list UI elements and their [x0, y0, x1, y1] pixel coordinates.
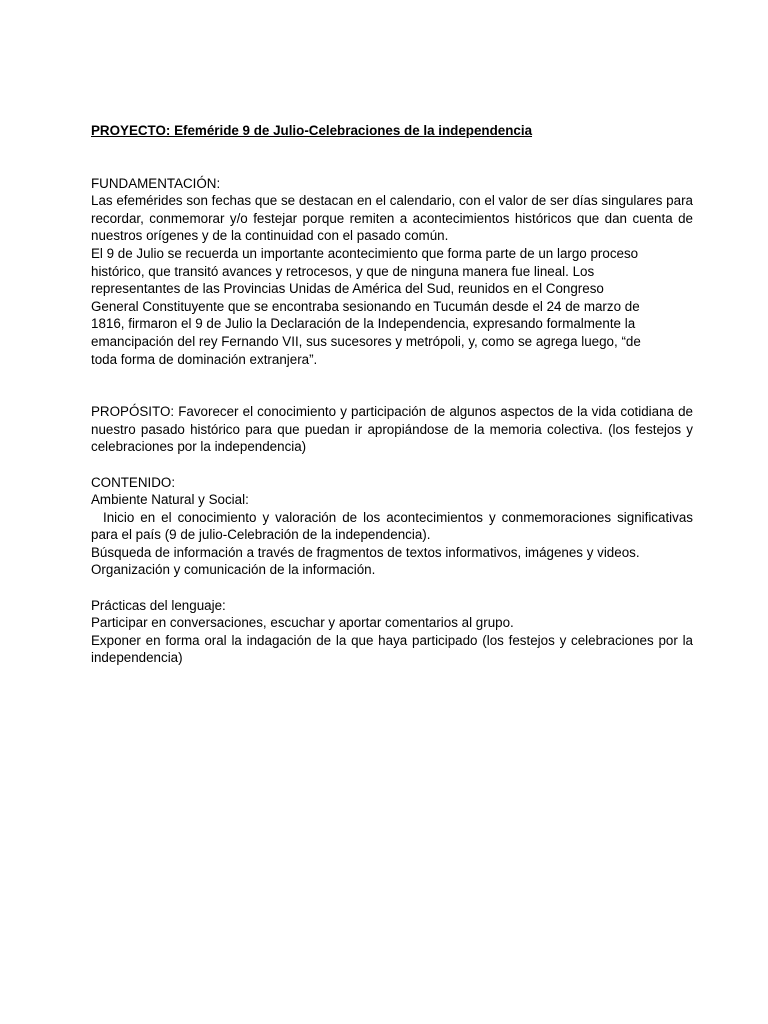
spacer: [91, 456, 693, 474]
spacer: [91, 579, 693, 597]
fundamentacion-paragraph-2: [91, 245, 693, 368]
practicas-item-2: Exponer en forma oral la indagación de la que haya participado (los festejos y celebraciones por la independencia): [91, 632, 693, 666]
practicas-item-1: Participar en conversaciones, escuchar y aportar comentarios al grupo.: [91, 615, 514, 631]
contenido-heading: CONTENIDO:: [91, 474, 176, 490]
paragraph-line: El 9 de Julio se recuerda un importante acontecimiento que forma parte de un largo proceso: [91, 245, 639, 261]
contenido-subheading: Ambiente Natural y Social:: [91, 492, 249, 508]
practicas-heading: Prácticas del lenguaje:: [91, 597, 226, 613]
spacer: [91, 368, 693, 403]
paragraph-line: representantes de las Provincias Unidas de América del Sud, reunidos en el Congreso: [91, 281, 604, 297]
fundamentacion-paragraph-1: Las efemérides son fechas que se destacan en el calendario, con el valor de ser días singulares para recordar, conmemorar y/o festejar porque remiten a acontecimientos históricos que dan cuenta de nuestros orígenes y de la continuidad con el pasado común.: [91, 193, 693, 244]
paragraph-line: General Constituyente que se encontraba sesionando en Tucumán desde el 24 de marzo de: [91, 298, 640, 314]
contenido-item-1: Inicio en el conocimiento y valoración de los acontecimientos y conmemoraciones significativas para el país (9 de julio-Celebración de la independencia).: [91, 509, 697, 543]
paragraph-line: 1816, firmaron el 9 de Julio la Declaración de la Independencia, expresando formalmente la: [91, 316, 636, 332]
document-title: PROYECTO: Efeméride 9 de Julio-Celebraciones de la independencia: [91, 123, 533, 138]
proposito-paragraph: PROPÓSITO: Favorecer el conocimiento y participación de algunos aspectos de la vida cotidiana de nuestro pasado histórico para que puedan ir apropiándose de la memoria colectiva. (los festejos y celebraciones por la independencia): [91, 404, 693, 455]
spacer: [91, 140, 693, 175]
paragraph-line: emancipación del rey Fernando VII, sus sucesores y metrópoli, y, como se agrega luego, “de: [91, 333, 641, 349]
fundamentacion-heading: FUNDAMENTACIÓN:: [91, 175, 221, 191]
paragraph-line: toda forma de dominación extranjera”.: [91, 351, 318, 367]
contenido-item-2: Búsqueda de información a través de fragmentos de textos informativos, imágenes y videos.: [91, 544, 640, 560]
document-page: [91, 122, 697, 667]
paragraph-line: histórico, que transitó avances y retrocesos, y que de ninguna manera fue lineal. Los: [91, 263, 595, 279]
contenido-item-3: Organización y comunicación de la información.: [91, 562, 376, 578]
